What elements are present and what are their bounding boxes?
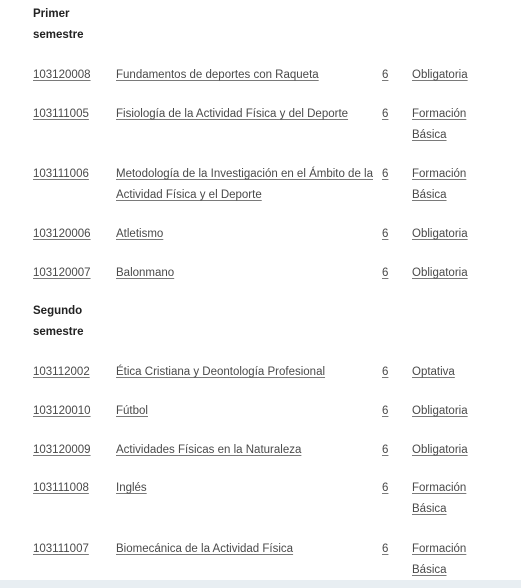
course-name-link[interactable]: Biomecánica de la Actividad Física [116,543,294,555]
course-credits-link[interactable]: 6 [382,482,389,494]
course-type-link[interactable]: Formación Básica [412,543,467,576]
course-type-link[interactable]: Formación Básica [412,482,467,515]
course-name-link[interactable]: Actividades Físicas en la Naturaleza [116,444,302,456]
course-name-link[interactable]: Ética Cristiana y Deontología Profesional [116,366,326,378]
course-type-link[interactable]: Obligatoria [412,69,468,81]
course-credits-link[interactable]: 6 [382,228,389,240]
course-code-link[interactable]: 103120006 [33,228,91,240]
course-code-link[interactable]: 103120010 [33,405,91,417]
course-name-link[interactable]: Fútbol [116,405,148,417]
course-code-link[interactable]: 103111006 [33,168,89,180]
page-bottom-bar [0,580,521,588]
course-type-link[interactable]: Formación Básica [412,168,467,201]
course-credits-link[interactable]: 6 [382,168,389,180]
semester-title: Segundo semestre [33,305,84,338]
course-credits-link[interactable]: 6 [382,543,389,555]
course-name-link[interactable]: Atletismo [116,228,164,240]
semester-title: Primer semestre [33,8,84,41]
course-credits-link[interactable]: 6 [382,366,389,378]
course-credits-link[interactable]: 6 [382,108,389,120]
course-code-link[interactable]: 103112002 [33,366,90,378]
course-name-link[interactable]: Balonmano [116,267,175,279]
course-type-link[interactable]: Obligatoria [412,405,468,417]
course-credits-link[interactable]: 6 [382,405,389,417]
course-code-link[interactable]: 103111007 [33,543,89,555]
course-code-link[interactable]: 103111005 [33,108,89,120]
course-code-link[interactable]: 103111008 [33,482,89,494]
course-type-link[interactable]: Formación Básica [412,108,467,141]
course-code-link[interactable]: 103120008 [33,69,91,81]
course-type-link[interactable]: Optativa [412,366,455,378]
course-type-link[interactable]: Obligatoria [412,267,468,279]
course-name-link[interactable]: Metodología de la Investigación en el Ámbito de la Actividad Física y el Deporte [116,168,373,201]
course-name-link[interactable]: Fundamentos de deportes con Raqueta [116,69,319,81]
course-type-link[interactable]: Obligatoria [412,444,468,456]
course-name-link[interactable]: Fisiología de la Actividad Física y del Deporte [116,108,349,120]
course-code-link[interactable]: 103120009 [33,444,91,456]
course-name-link[interactable]: Inglés [116,482,147,494]
course-credits-link[interactable]: 6 [382,267,389,279]
course-type-link[interactable]: Obligatoria [412,228,468,240]
course-code-link[interactable]: 103120007 [33,267,91,279]
course-credits-link[interactable]: 6 [382,69,389,81]
course-credits-link[interactable]: 6 [382,444,389,456]
